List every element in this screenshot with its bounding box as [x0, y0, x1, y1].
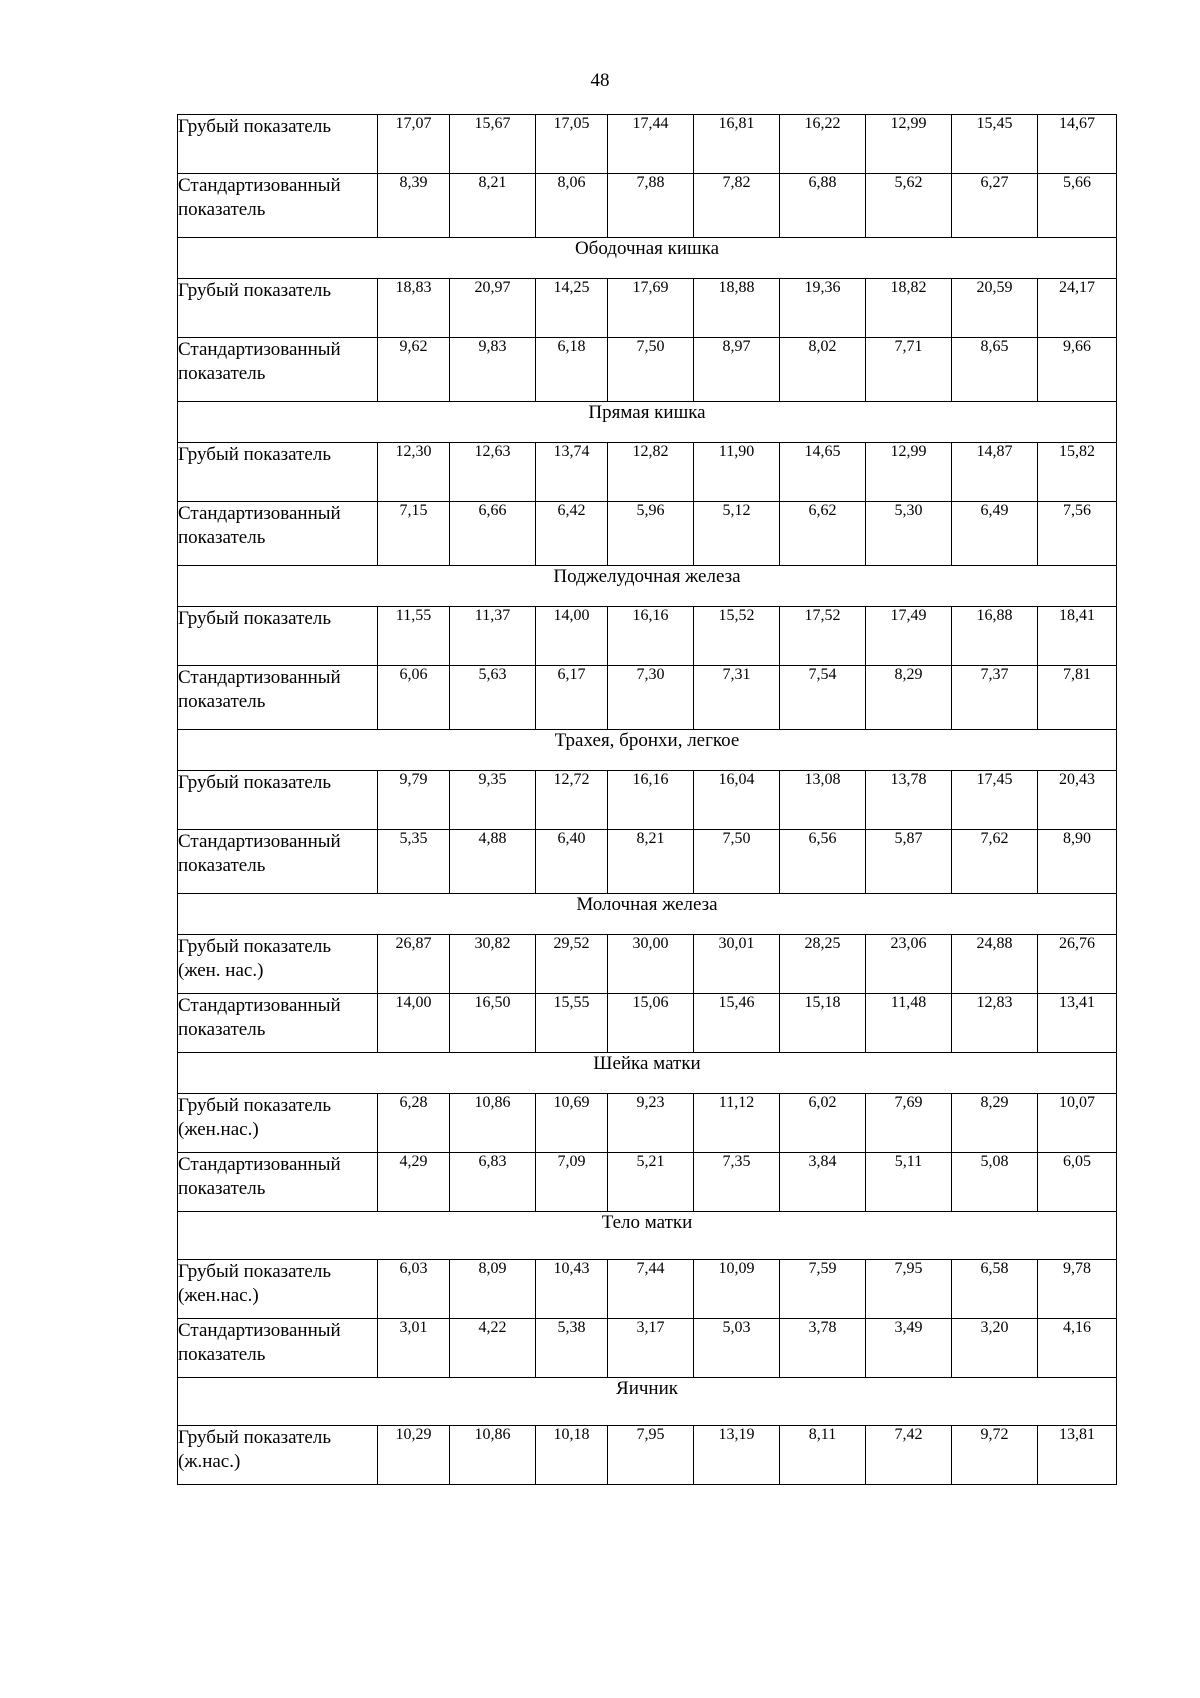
- table-cell: 17,69: [608, 279, 694, 338]
- row-label: Стандартизованный показатель: [178, 1153, 378, 1212]
- table-cell: 6,40: [536, 830, 608, 894]
- table-cell: 15,67: [450, 115, 536, 174]
- table-row: [178, 1319, 1117, 1378]
- section-row: [178, 238, 1117, 279]
- table-cell: 20,59: [952, 279, 1038, 338]
- table-cell: 15,06: [608, 994, 694, 1053]
- table-cell: 7,95: [866, 1260, 952, 1319]
- table-cell: 10,18: [536, 1426, 608, 1485]
- section-title: Яичник: [178, 1378, 1117, 1426]
- table-cell: 8,90: [1038, 830, 1117, 894]
- table-cell: 13,81: [1038, 1426, 1117, 1485]
- page-number: 48: [590, 70, 610, 91]
- table-cell: 7,56: [1038, 502, 1117, 566]
- table-cell: 10,09: [694, 1260, 780, 1319]
- row-label: Грубый показатель (жен.нас.): [178, 1260, 378, 1319]
- section-row: [178, 1378, 1117, 1426]
- table-row: [178, 174, 1117, 238]
- table-cell: 7,15: [378, 502, 450, 566]
- table-cell: 7,50: [608, 338, 694, 402]
- table-cell: 9,79: [378, 771, 450, 830]
- table-cell: 11,48: [866, 994, 952, 1053]
- table-cell: 9,78: [1038, 1260, 1117, 1319]
- table-cell: 8,97: [694, 338, 780, 402]
- table-cell: 17,45: [952, 771, 1038, 830]
- section-row: [178, 566, 1117, 607]
- table-cell: 10,07: [1038, 1094, 1117, 1153]
- table-cell: 5,66: [1038, 174, 1117, 238]
- table-cell: 20,97: [450, 279, 536, 338]
- table-cell: 8,39: [378, 174, 450, 238]
- table-cell: 4,16: [1038, 1319, 1117, 1378]
- table-cell: 26,87: [378, 935, 450, 994]
- table-cell: 5,87: [866, 830, 952, 894]
- table-cell: 6,56: [780, 830, 866, 894]
- table-cell: 16,16: [608, 771, 694, 830]
- section-title: Трахея, бронхи, легкое: [178, 730, 1117, 771]
- table-cell: 28,25: [780, 935, 866, 994]
- table-cell: 7,50: [694, 830, 780, 894]
- table-cell: 7,69: [866, 1094, 952, 1153]
- table-cell: 8,02: [780, 338, 866, 402]
- table-cell: 18,88: [694, 279, 780, 338]
- table-cell: 5,11: [866, 1153, 952, 1212]
- table-cell: 6,17: [536, 666, 608, 730]
- table-row: [178, 607, 1117, 666]
- row-label: Грубый показатель (ж.нас.): [178, 1426, 378, 1485]
- table-cell: 12,83: [952, 994, 1038, 1053]
- table-cell: 14,67: [1038, 115, 1117, 174]
- table-cell: 17,05: [536, 115, 608, 174]
- table-row: [178, 115, 1117, 174]
- section-row: [178, 1053, 1117, 1094]
- incidence-table: [177, 114, 1117, 1485]
- table-cell: 10,43: [536, 1260, 608, 1319]
- table-cell: 12,82: [608, 443, 694, 502]
- table-row: [178, 1260, 1117, 1319]
- table-cell: 6,05: [1038, 1153, 1117, 1212]
- table-row: [178, 338, 1117, 402]
- table-cell: 15,82: [1038, 443, 1117, 502]
- table-cell: 30,00: [608, 935, 694, 994]
- table-cell: 18,41: [1038, 607, 1117, 666]
- table-cell: 15,45: [952, 115, 1038, 174]
- section-title: Шейка матки: [178, 1053, 1117, 1094]
- table-cell: 7,71: [866, 338, 952, 402]
- table-cell: 16,50: [450, 994, 536, 1053]
- table-cell: 12,99: [866, 115, 952, 174]
- row-label: Стандартизованный показатель: [178, 666, 378, 730]
- table-cell: 26,76: [1038, 935, 1117, 994]
- table-cell: 16,81: [694, 115, 780, 174]
- row-label: Стандартизованный показатель: [178, 502, 378, 566]
- section-title: Ободочная кишка: [178, 238, 1117, 279]
- table-cell: 17,52: [780, 607, 866, 666]
- table-cell: 15,18: [780, 994, 866, 1053]
- table-row: [178, 830, 1117, 894]
- table-row: [178, 771, 1117, 830]
- table-cell: 14,65: [780, 443, 866, 502]
- table-row: [178, 666, 1117, 730]
- table-cell: 6,83: [450, 1153, 536, 1212]
- table-cell: 7,54: [780, 666, 866, 730]
- table-cell: 9,66: [1038, 338, 1117, 402]
- table-cell: 15,55: [536, 994, 608, 1053]
- table-cell: 14,00: [378, 994, 450, 1053]
- table-cell: 7,88: [608, 174, 694, 238]
- table-cell: 24,88: [952, 935, 1038, 994]
- table-cell: 5,96: [608, 502, 694, 566]
- table-cell: 9,62: [378, 338, 450, 402]
- table-cell: 5,38: [536, 1319, 608, 1378]
- table-cell: 11,90: [694, 443, 780, 502]
- table-cell: 8,29: [952, 1094, 1038, 1153]
- section-title: Прямая кишка: [178, 402, 1117, 443]
- table-cell: 3,20: [952, 1319, 1038, 1378]
- table-cell: 17,44: [608, 115, 694, 174]
- table-cell: 7,44: [608, 1260, 694, 1319]
- table-cell: 6,06: [378, 666, 450, 730]
- table-cell: 13,19: [694, 1426, 780, 1485]
- section-row: [178, 730, 1117, 771]
- table-cell: 14,25: [536, 279, 608, 338]
- table-cell: 7,95: [608, 1426, 694, 1485]
- table-row: [178, 1153, 1117, 1212]
- section-row: [178, 894, 1117, 935]
- table-cell: 15,46: [694, 994, 780, 1053]
- table-row: [178, 935, 1117, 994]
- table-cell: 10,86: [450, 1094, 536, 1153]
- table-cell: 6,02: [780, 1094, 866, 1153]
- table-cell: 16,22: [780, 115, 866, 174]
- table-cell: 15,52: [694, 607, 780, 666]
- table-cell: 7,81: [1038, 666, 1117, 730]
- table-cell: 6,58: [952, 1260, 1038, 1319]
- table-cell: 4,22: [450, 1319, 536, 1378]
- table-cell: 7,37: [952, 666, 1038, 730]
- row-label: Грубый показатель: [178, 279, 378, 338]
- table-cell: 7,82: [694, 174, 780, 238]
- table-cell: 23,06: [866, 935, 952, 994]
- table-cell: 9,83: [450, 338, 536, 402]
- table-cell: 10,69: [536, 1094, 608, 1153]
- table-cell: 24,17: [1038, 279, 1117, 338]
- row-label: Грубый показатель (жен. нас.): [178, 935, 378, 994]
- table-cell: 7,35: [694, 1153, 780, 1212]
- table-cell: 5,62: [866, 174, 952, 238]
- table-cell: 5,21: [608, 1153, 694, 1212]
- table-cell: 3,78: [780, 1319, 866, 1378]
- table-cell: 12,99: [866, 443, 952, 502]
- table-cell: 3,01: [378, 1319, 450, 1378]
- table-row: [178, 1426, 1117, 1485]
- table-cell: 5,12: [694, 502, 780, 566]
- table-cell: 11,37: [450, 607, 536, 666]
- table-cell: 5,63: [450, 666, 536, 730]
- table-cell: 6,28: [378, 1094, 450, 1153]
- table-cell: 16,88: [952, 607, 1038, 666]
- table-cell: 7,42: [866, 1426, 952, 1485]
- table-cell: 5,30: [866, 502, 952, 566]
- table-cell: 14,87: [952, 443, 1038, 502]
- row-label: Стандартизованный показатель: [178, 174, 378, 238]
- table-cell: 8,06: [536, 174, 608, 238]
- table-row: [178, 994, 1117, 1053]
- table-cell: 8,11: [780, 1426, 866, 1485]
- section-title: Поджелудочная железа: [178, 566, 1117, 607]
- table-cell: 7,09: [536, 1153, 608, 1212]
- table-cell: 20,43: [1038, 771, 1117, 830]
- table-cell: 16,04: [694, 771, 780, 830]
- table-cell: 5,08: [952, 1153, 1038, 1212]
- table-cell: 18,82: [866, 279, 952, 338]
- table-cell: 5,03: [694, 1319, 780, 1378]
- table-cell: 6,66: [450, 502, 536, 566]
- table-cell: 3,17: [608, 1319, 694, 1378]
- table-cell: 9,72: [952, 1426, 1038, 1485]
- table-cell: 7,59: [780, 1260, 866, 1319]
- row-label: Стандартизованный показатель: [178, 994, 378, 1053]
- table-cell: 13,08: [780, 771, 866, 830]
- table-cell: 12,63: [450, 443, 536, 502]
- section-title: Тело матки: [178, 1212, 1117, 1260]
- table-cell: 6,42: [536, 502, 608, 566]
- table-cell: 6,49: [952, 502, 1038, 566]
- table-cell: 16,16: [608, 607, 694, 666]
- table-cell: 13,41: [1038, 994, 1117, 1053]
- table-cell: 11,12: [694, 1094, 780, 1153]
- table-row: [178, 443, 1117, 502]
- table-cell: 4,88: [450, 830, 536, 894]
- table-cell: 8,21: [450, 174, 536, 238]
- table-row: [178, 1094, 1117, 1153]
- table-cell: 30,01: [694, 935, 780, 994]
- table-cell: 6,62: [780, 502, 866, 566]
- table-cell: 8,65: [952, 338, 1038, 402]
- table-cell: 6,88: [780, 174, 866, 238]
- table-cell: 8,29: [866, 666, 952, 730]
- table-cell: 30,82: [450, 935, 536, 994]
- row-label: Грубый показатель: [178, 443, 378, 502]
- table-cell: 10,29: [378, 1426, 450, 1485]
- row-label: Грубый показатель: [178, 771, 378, 830]
- table-cell: 6,27: [952, 174, 1038, 238]
- table-cell: 7,62: [952, 830, 1038, 894]
- table-cell: 12,72: [536, 771, 608, 830]
- row-label: Грубый показатель: [178, 607, 378, 666]
- table-cell: 3,49: [866, 1319, 952, 1378]
- row-label: Грубый показатель: [178, 115, 378, 174]
- table-cell: 11,55: [378, 607, 450, 666]
- table-cell: 8,09: [450, 1260, 536, 1319]
- table-cell: 29,52: [536, 935, 608, 994]
- table-cell: 14,00: [536, 607, 608, 666]
- table-cell: 17,49: [866, 607, 952, 666]
- table-cell: 13,78: [866, 771, 952, 830]
- section-row: [178, 402, 1117, 443]
- table-cell: 3,84: [780, 1153, 866, 1212]
- row-label: Стандартизованный показатель: [178, 338, 378, 402]
- table-cell: 9,23: [608, 1094, 694, 1153]
- table-cell: 12,30: [378, 443, 450, 502]
- table-cell: 7,31: [694, 666, 780, 730]
- table-cell: 6,03: [378, 1260, 450, 1319]
- section-title: Молочная железа: [178, 894, 1117, 935]
- section-row: [178, 1212, 1117, 1260]
- table-row: [178, 502, 1117, 566]
- row-label: Стандартизованный показатель: [178, 1319, 378, 1378]
- table-cell: 7,30: [608, 666, 694, 730]
- table-row: [178, 279, 1117, 338]
- table-cell: 6,18: [536, 338, 608, 402]
- table-cell: 9,35: [450, 771, 536, 830]
- table-cell: 17,07: [378, 115, 450, 174]
- row-label: Грубый показатель (жен.нас.): [178, 1094, 378, 1153]
- table-cell: 19,36: [780, 279, 866, 338]
- table-cell: 5,35: [378, 830, 450, 894]
- table-cell: 8,21: [608, 830, 694, 894]
- table-cell: 4,29: [378, 1153, 450, 1212]
- table-cell: 18,83: [378, 279, 450, 338]
- table-cell: 13,74: [536, 443, 608, 502]
- row-label: Стандартизованный показатель: [178, 830, 378, 894]
- table-cell: 10,86: [450, 1426, 536, 1485]
